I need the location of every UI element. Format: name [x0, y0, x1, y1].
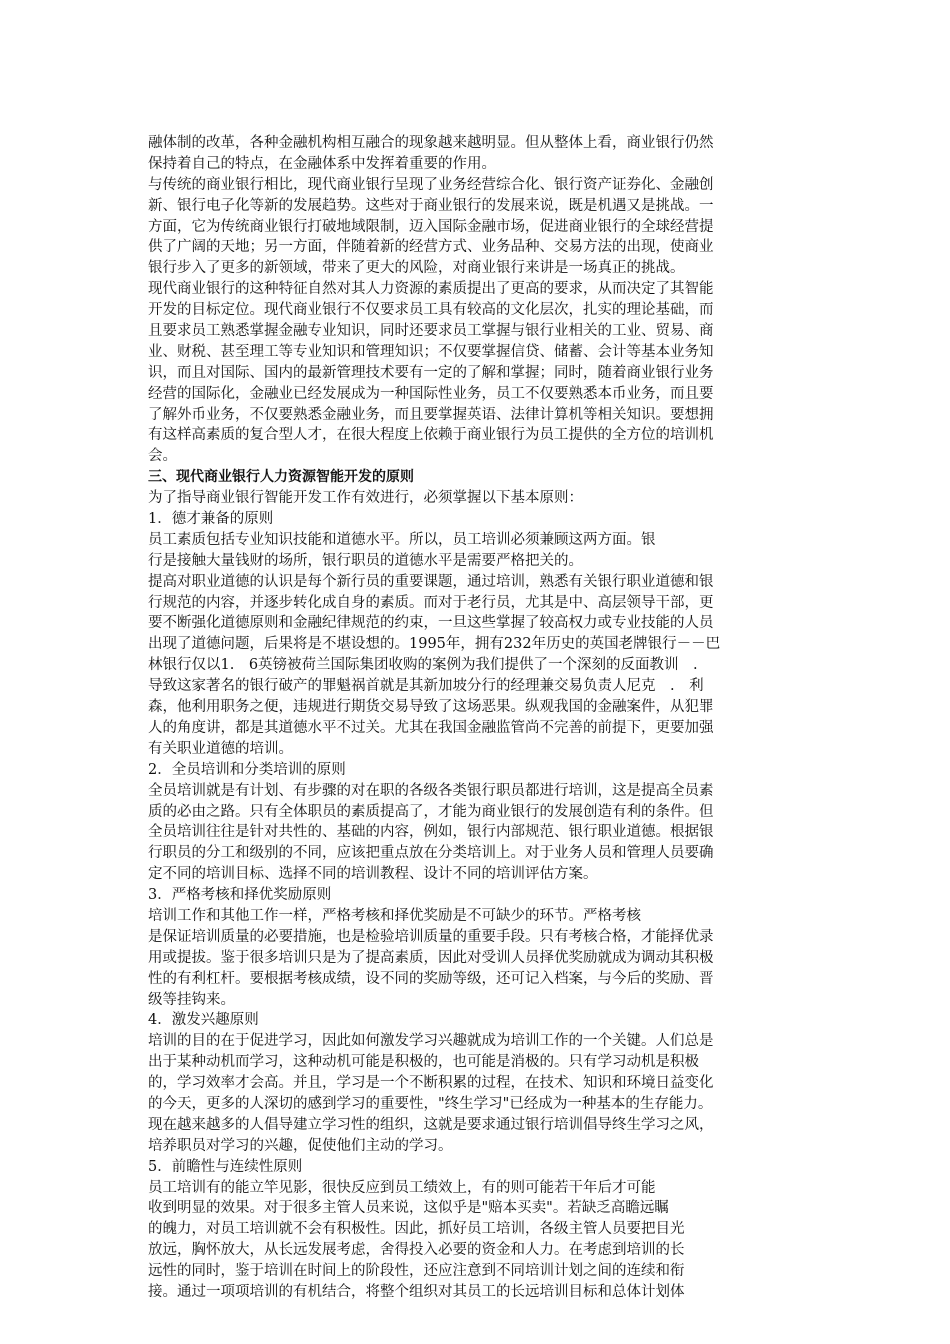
text-line: 培训工作和其他工作一样，严格考核和择优奖励是不可缺少的环节。严格考核: [148, 907, 641, 924]
text-line: 的今天，更多的人深切的感到学习的重要性，"终生学习"已经成为一种基本的生存能力。: [148, 1095, 713, 1112]
text-line: 用或提拔。鉴于很多培训只是为了提高素质，因此对受训人员择优奖励就成为调动其积极: [148, 949, 714, 966]
text-line: 全员培训往往是针对共性的、基础的内容，例如，银行内部规范、银行职业道德。根据银: [148, 824, 714, 841]
text-line: 行职员的分工和级别的不同，应该把重点放在分类培训上。对于业务人员和管理人员要确: [148, 845, 714, 862]
text-line: 全员培训就是有计划、有步骤的对在职的各级各类银行职员都进行培训，这是提高全员素: [148, 782, 714, 799]
text-line: 业、财税、甚至理工等专业知识和管理知识；不仅要掌握信贷、储蓄、会计等基本业务知: [148, 343, 714, 360]
principle-heading: 3．严格考核和择优奖励原则: [148, 887, 332, 904]
principle-heading: 1．德才兼备的原则: [148, 511, 274, 528]
text-line: 银行步入了更多的新领域，带来了更大的风险，对商业银行来讲是一场真正的挑战。: [148, 260, 685, 277]
text-line: 保持着自己的特点，在金融体系中发挥着重要的作用。: [148, 155, 496, 172]
text-line: 培训的目的在于促进学习，因此如何激发学习兴趣就成为培训工作的一个关键。人们总是: [148, 1033, 714, 1050]
text-line: 有关职业道德的培训。: [148, 740, 293, 757]
text-line: 融体制的改革，各种金融机构相互融合的现象越来越明显。但从整体上看，商业银行仍然: [148, 135, 714, 151]
text-line: 林银行仅以1. 6英镑被荷兰国际集团收购的案例为我们提供了一个深刻的反面教训 .: [148, 657, 698, 674]
text-line: 有这样高素质的复合型人才，在很大程度上依赖于商业银行为员工提供的全方位的培训机: [148, 427, 714, 444]
text-line: 的，学习效率才会高。并且，学习是一个不断积累的过程，在技术、知识和环境日益变化: [148, 1075, 714, 1092]
document-body: [148, 133, 803, 1303]
text-line: 员工素质包括专业知识技能和道德水平。所以，员工培训必须兼顾这两方面。银: [148, 531, 656, 548]
text-line: 要不断强化道德原则和金融纪律规范的约束，一旦这些掌握了较高权力或专业技能的人员: [148, 615, 714, 632]
principle-heading: 2．全员培训和分类培训的原则: [148, 761, 346, 778]
text-line: 出现了道德问题，后果将是不堪设想的。1995年，拥有232年历史的英国老牌银行－－巴: [148, 636, 721, 653]
text-line: 出于某种动机而学习，这种动机可能是积极的，也可能是消极的。只有学习动机是积极: [148, 1054, 699, 1071]
text-line: 放远，胸怀放大，从长远发展考虑，舍得投入必要的资金和人力。在考虑到培训的长: [148, 1242, 685, 1259]
text-line: 培养职员对学习的兴趣，促使他们主动的学习。: [148, 1137, 453, 1154]
text-line: 且要求员工熟悉掌握金融专业知识，同时还要求员工掌握与银行业相关的工业、贸易、商: [148, 323, 714, 340]
text-line: 远性的同时，鉴于培训在时间上的阶段性，还应注意到不同培训计划之间的连续和衔: [148, 1263, 685, 1280]
text-line: 新、银行电子化等新的发展趋势。这些对于商业银行的发展来说，既是机遇又是挑战。一: [148, 197, 714, 214]
text-line: 导致这家著名的银行破产的罪魁祸首就是其新加坡分行的经理兼交易负责人尼克 . 利: [148, 678, 704, 695]
text-line: 人的角度讲，都是其道德水平不过关。尤其在我国金融监管尚不完善的前提下，更要加强: [148, 719, 714, 736]
text-line: 森，他利用职务之便，违规进行期货交易导致了这场恶果。纵观我国的金融案件，从犯罪: [148, 699, 714, 716]
principle-heading: 5．前瞻性与连续性原则: [148, 1158, 303, 1175]
section-heading: 三、现代商业银行人力资源智能开发的原则: [148, 469, 414, 486]
text-line: 经营的国际化，金融业已经发展成为一种国际性业务，员工不仅要熟悉本币业务，而且要: [148, 385, 714, 402]
text-line: 收到明显的效果。对于很多主管人员来说，这似乎是"赔本买卖"。若缺乏高瞻远瞩: [148, 1200, 669, 1217]
text-line: 接。通过一项项培训的有机结合，将整个组织对其员工的长远培训目标和总体计划体: [148, 1283, 685, 1300]
text-line: 行规范的内容，并逐步转化成自身的素质。而对于老行员，尤其是中、高层领导干部，更: [148, 594, 714, 611]
text-line: 供了广阔的天地；另一方面，伴随着新的经营方式、业务品种、交易方法的出现，使商业: [148, 239, 714, 256]
text-line: 的魄力，对员工培训就不会有积极性。因此，抓好员工培训，各级主管人员要把目光: [148, 1221, 685, 1238]
text-line: 为了指导商业银行智能开发工作有效进行，必须掌握以下基本原则：: [148, 490, 583, 507]
text-line: 会。: [148, 448, 177, 465]
text-line: 提高对职业道德的认识是每个新行员的重要课题，通过培训，熟悉有关银行职业道德和银: [148, 573, 714, 590]
text-line: 开发的目标定位。现代商业银行不仅要求员工具有较高的文化层次，扎实的理论基础，而: [148, 302, 714, 319]
text-line: 是保证培训质量的必要措施，也是检验培训质量的重要手段。只有考核合格，才能择优录: [148, 928, 714, 945]
text-line: 员工培训有的能立竿见影，很快反应到员工绩效上，有的则可能若干年后才可能: [148, 1179, 656, 1196]
text-line: 方面，它为传统商业银行打破地域限制，迈入国际金融市场，促进商业银行的全球经营提: [148, 218, 714, 235]
text-line: 性的有利杠杆。要根据考核成绩，设不同的奖励等级，还可记入档案，与今后的奖励、晋: [148, 970, 714, 987]
text-line: 识，而且对国际、国内的最新管理技术要有一定的了解和掌握；同时，随着商业银行业务: [148, 364, 714, 381]
text-line: 质的必由之路。只有全体职员的素质提高了，才能为商业银行的发展创造有利的条件。但: [148, 803, 714, 820]
principle-heading: 4．激发兴趣原则: [148, 1012, 259, 1029]
text-line: 现代商业银行的这种特征自然对其人力资源的素质提出了更高的要求，从而决定了其智能: [148, 281, 714, 298]
text-line: 级等挂钩来。: [148, 991, 235, 1008]
text-line: 行是接触大量钱财的场所，银行职员的道德水平是需要严格把关的。: [148, 552, 583, 569]
text-line: 了解外币业务，不仅要熟悉金融业务，而且要掌握英语、法律计算机等相关知识。要想拥: [148, 406, 714, 423]
text-line: 与传统的商业银行相比，现代商业银行呈现了业务经营综合化、银行资产证券化、金融创: [148, 176, 714, 193]
text-line: 现在越来越多的人倡导建立学习性的组织，这就是要求通过银行培训倡导终生学习之风，: [148, 1116, 714, 1133]
text-line: 定不同的培训目标、选择不同的培训教程、设计不同的培训评估方案。: [148, 866, 598, 883]
